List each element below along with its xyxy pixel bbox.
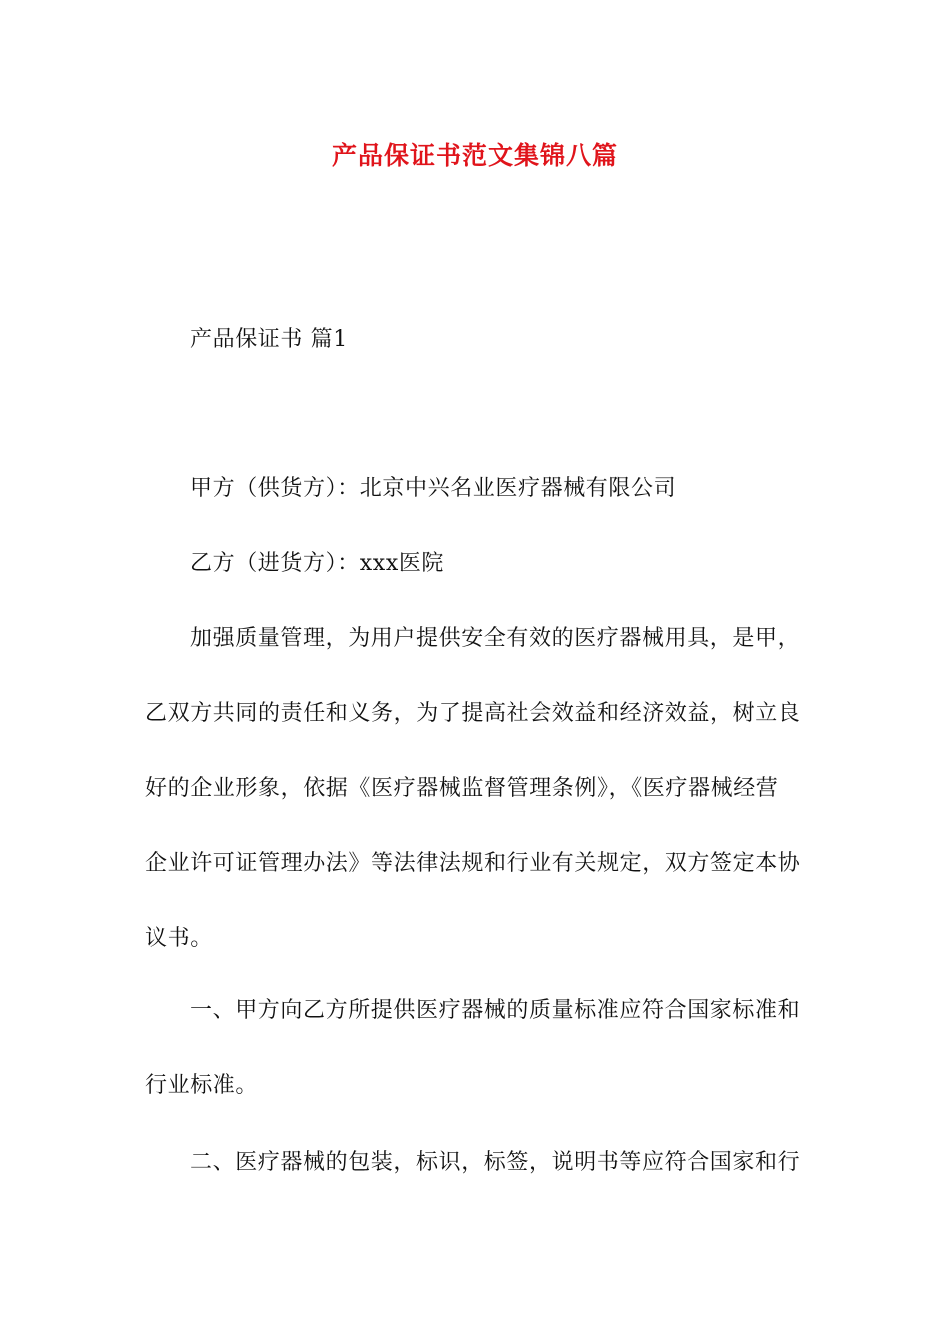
paragraph-line: 议书。 xyxy=(145,926,213,951)
paragraph-line: 企业许可证管理办法》等法律法规和行业有关规定，双方签定本协 xyxy=(145,851,801,876)
clause-two-line: 二、医疗器械的包装，标识，标签，说明书等应符合国家和行 xyxy=(190,1150,801,1175)
paragraph-line: 好的企业形象，依据《医疗器械监督管理条例》，《医疗器械经营 xyxy=(145,776,779,801)
clause-one-line: 一、甲方向乙方所提供医疗器械的质量标准应符合国家标准和 xyxy=(190,998,801,1023)
clause-one-line: 行业标准。 xyxy=(145,1073,259,1098)
party-a-line: 甲方（供货方）：北京中兴名业医疗器械有限公司 xyxy=(190,476,677,501)
paragraph-line: 乙双方共同的责任和义务，为了提高社会效益和经济效益，树立良 xyxy=(145,701,801,726)
document-title: 产品保证书范文集锦八篇 xyxy=(331,141,618,170)
paragraph-line: 加强质量管理，为用户提供安全有效的医疗器械用具，是甲， xyxy=(190,626,801,651)
section-heading: 产品保证书 篇1 xyxy=(190,327,348,352)
party-b-line: 乙方（进货方）：xxx医院 xyxy=(190,551,445,576)
